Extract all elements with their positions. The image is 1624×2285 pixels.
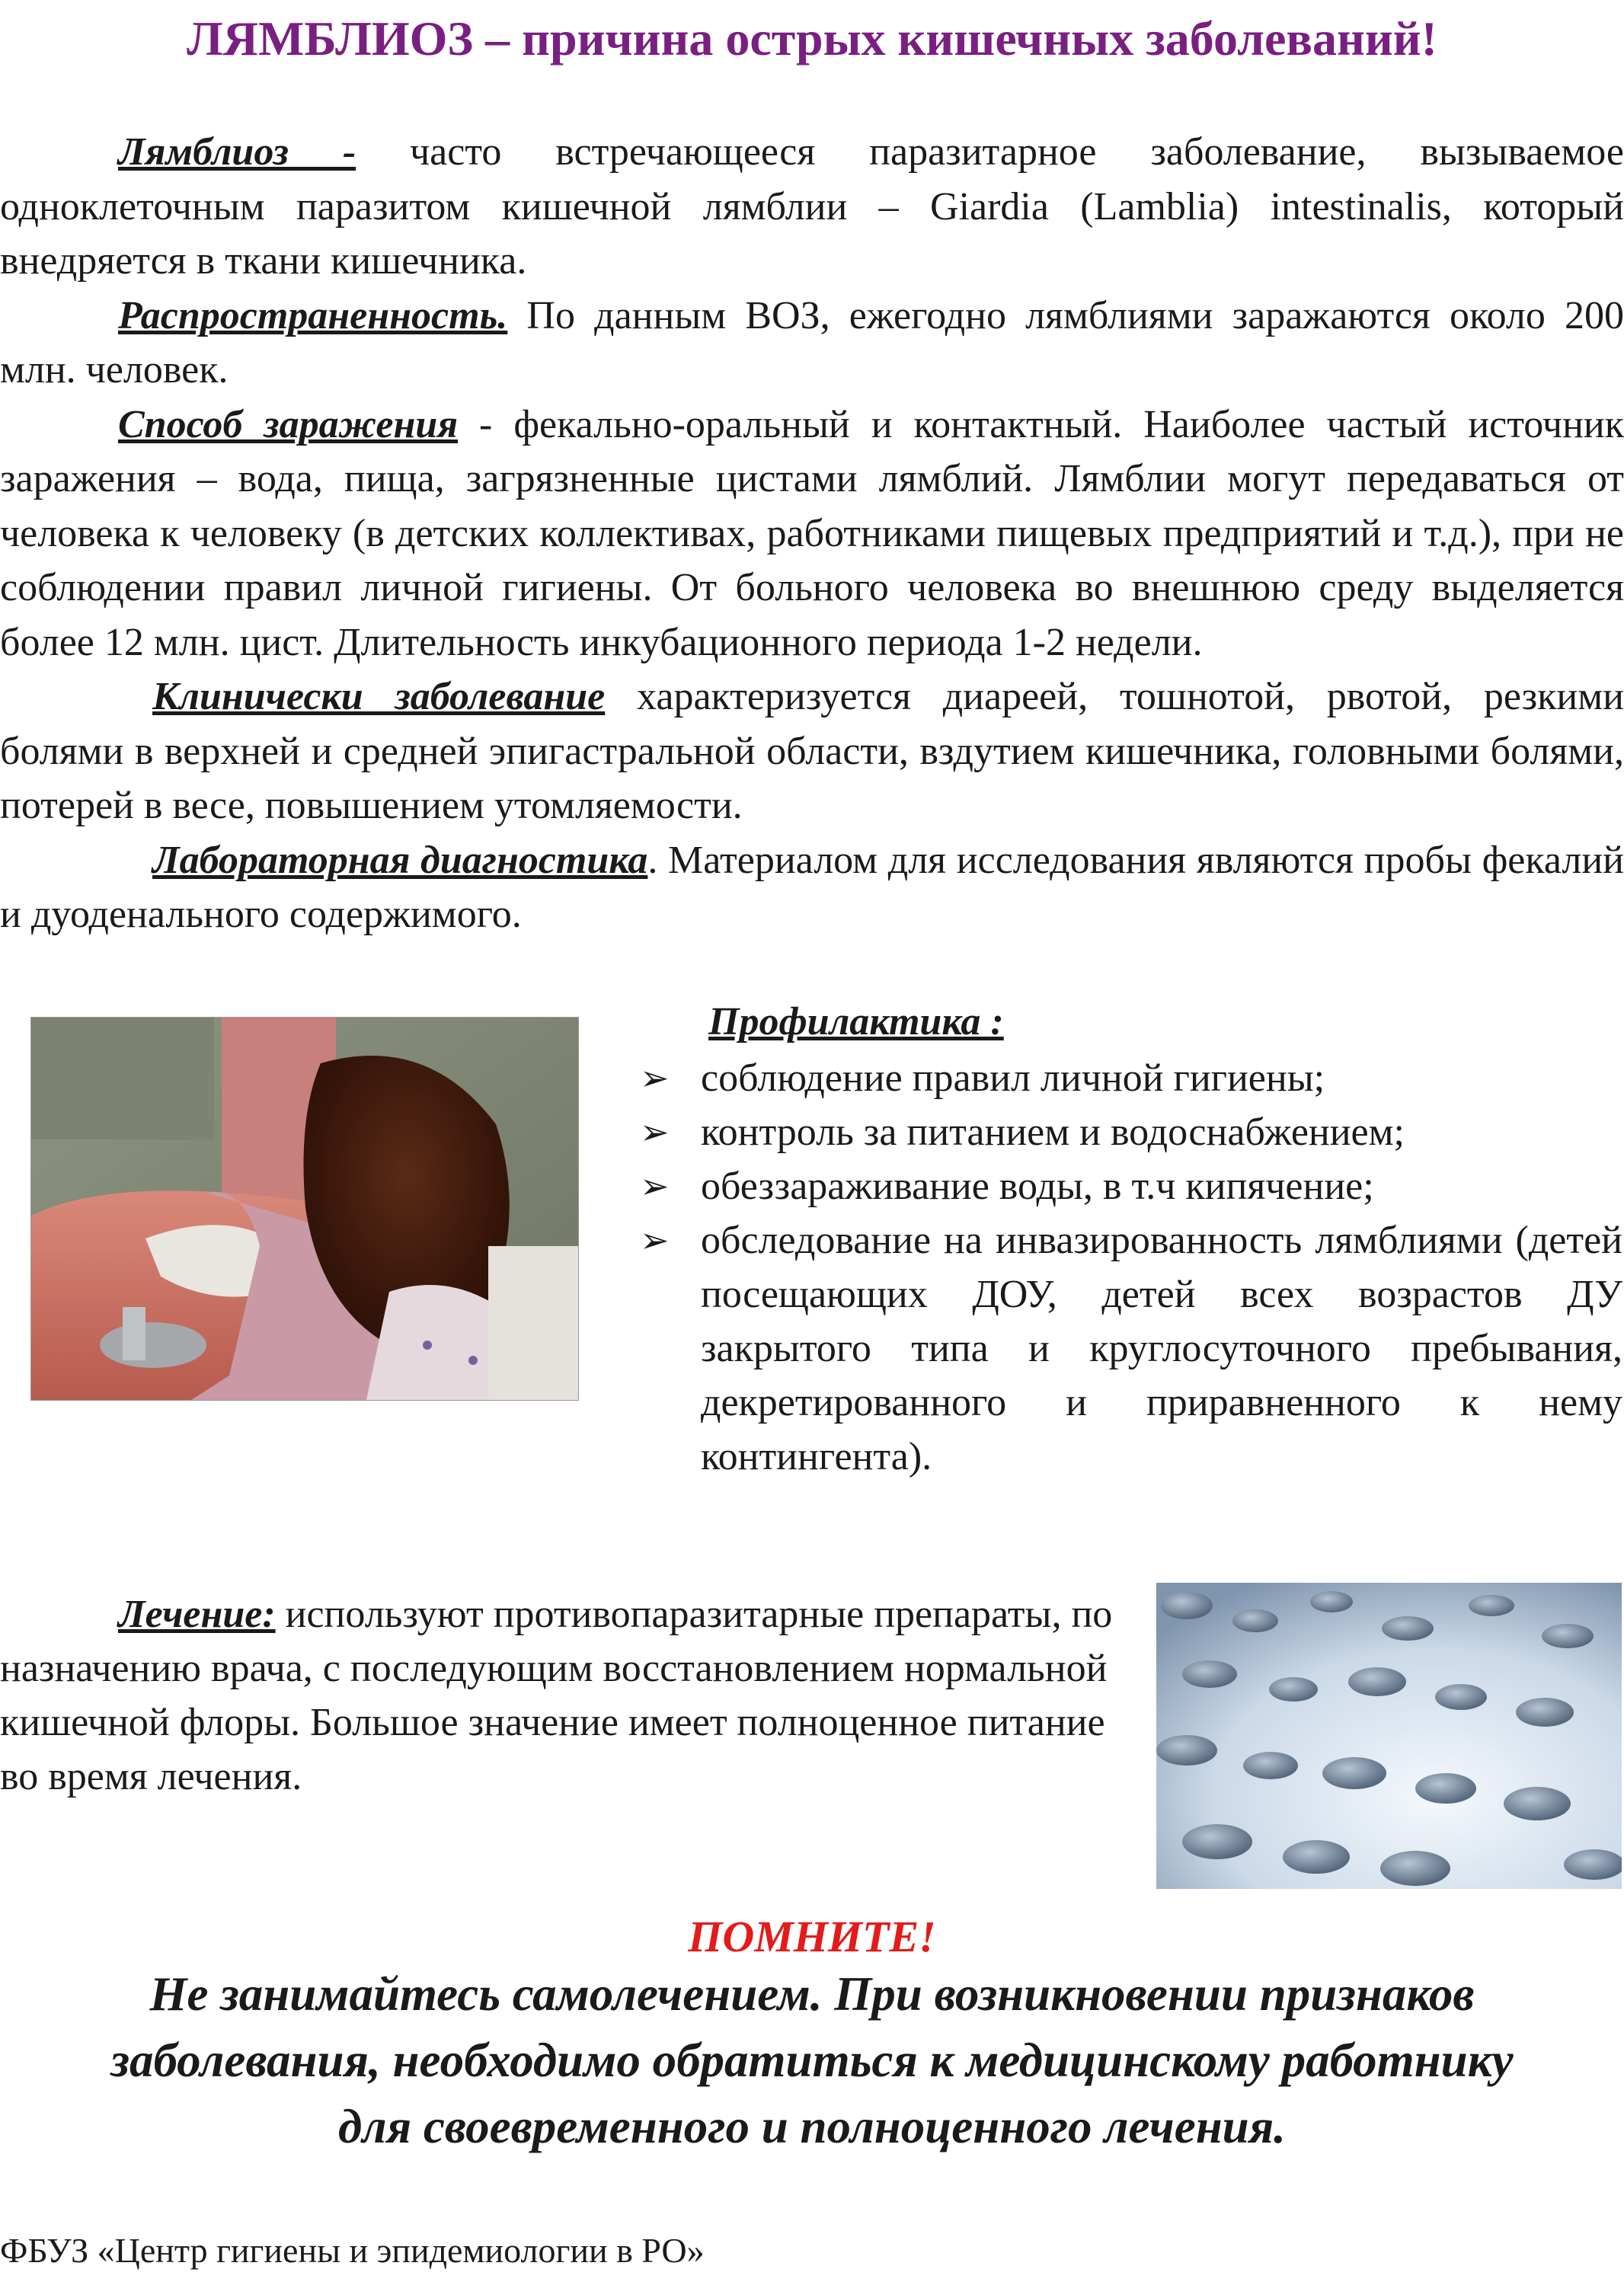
paragraph-text: часто встречающееся паразитарное заболевание, вызываемое одноклеточным паразитом кишечной лямблии – Giardia (Lamblia) intestinalis, который внедряется в ткани кишечника. [0, 130, 1624, 283]
arrow-bullet-icon: ➢ [640, 1111, 670, 1152]
prevention-title: Профилактика : [708, 1000, 1004, 1043]
main-text [0, 125, 1624, 942]
list-item-text: соблюдение правил личной гигиены; [701, 1056, 1325, 1100]
list-item [640, 1213, 1622, 1484]
treatment-text: используют противопаразитарные препараты, по назначению врача, с последующим восстановлением нормальной кишечной флоры. Большое значение имеет полноценное питание во время лечения. [0, 1593, 1113, 1798]
treatment-paragraph [0, 1587, 1143, 1804]
paragraph-heading: Лямблиоз - [118, 130, 356, 174]
paragraph-text: По данным ВОЗ, ежегодно лямблиями заражаются около 200 млн. человек. [0, 293, 1624, 391]
paragraph-text: . Материалом для исследования являются пробы фекалий и дуоденального содержимого. [0, 838, 1624, 936]
handwashing-photo [30, 1017, 579, 1401]
remember-heading: ПОМНИТЕ! [688, 1912, 936, 1961]
paragraph-heading: Распространенность. [118, 293, 508, 337]
list-item-text: обеззараживание воды, в т.ч кипячение; [701, 1165, 1374, 1208]
page-title: ЛЯМБЛИОЗ – причина острых кишечных заболеваний! [187, 11, 1437, 66]
footer-organization: ФБУЗ «Центр гигиены и эпидемиологии в РО» [0, 2231, 705, 2270]
list-item [640, 1159, 1622, 1213]
arrow-bullet-icon: ➢ [640, 1219, 670, 1261]
paragraph-text: характеризуется диареей, тошнотой, рвотой, резкими болями в верхней и средней эпигастральной области, вздутием кишечника, головными болями, потерей в весе, повышением утомляемости. [0, 675, 1624, 827]
prevention-list [640, 1051, 1622, 1484]
paragraph-giardiasis [0, 125, 1624, 289]
paragraph-clinical [0, 670, 1624, 833]
paragraph-diagnostics [0, 833, 1624, 942]
list-item [640, 1051, 1622, 1105]
warning-line: заболевания, необходимо обратиться к медицинскому работнику [110, 2034, 1514, 2087]
warning-line: Не занимайтесь самолечением. При возникновении признаков [149, 1967, 1475, 2021]
paragraph-heading: Клинически заболевание [152, 675, 606, 718]
pills-photo [1156, 1583, 1622, 1889]
paragraph-text: - фекально-оральный и контактный. Наиболее частый источник заражения – вода, пища, загрязненные цистами лямблий. Лямблии могут передаваться от человека к человеку (в детских коллективах, работниками пищевых предприятий и т.д.), при не соблюдении правил личной гигиены. От больного человека во внешнюю среду выделяется более 12 млн. цист. Длительность инкубационного периода 1-2 недели. [0, 402, 1624, 664]
paragraph-heading: Способ заражения [118, 402, 459, 446]
warning-line: для своевременного и полноценного лечения. [338, 2100, 1286, 2153]
paragraph-prevalence [0, 289, 1624, 398]
arrow-bullet-icon: ➢ [640, 1165, 670, 1206]
paragraph-transmission [0, 398, 1624, 670]
treatment-heading: Лечение: [118, 1593, 276, 1636]
arrow-bullet-icon: ➢ [640, 1057, 670, 1098]
list-item [640, 1105, 1622, 1159]
list-item-text: обследование на инвазированность лямблиями (детей посещающих ДОУ, детей всех возрастов ДУ закрытого типа и круглосуточного пребывания, декретированного и приравненного к нему контингента). [701, 1219, 1622, 1478]
list-item-text: контроль за питанием и водоснабжением; [701, 1111, 1405, 1154]
warning-message [0, 1961, 1624, 2160]
paragraph-heading: Лабораторная диагностика [152, 838, 648, 882]
